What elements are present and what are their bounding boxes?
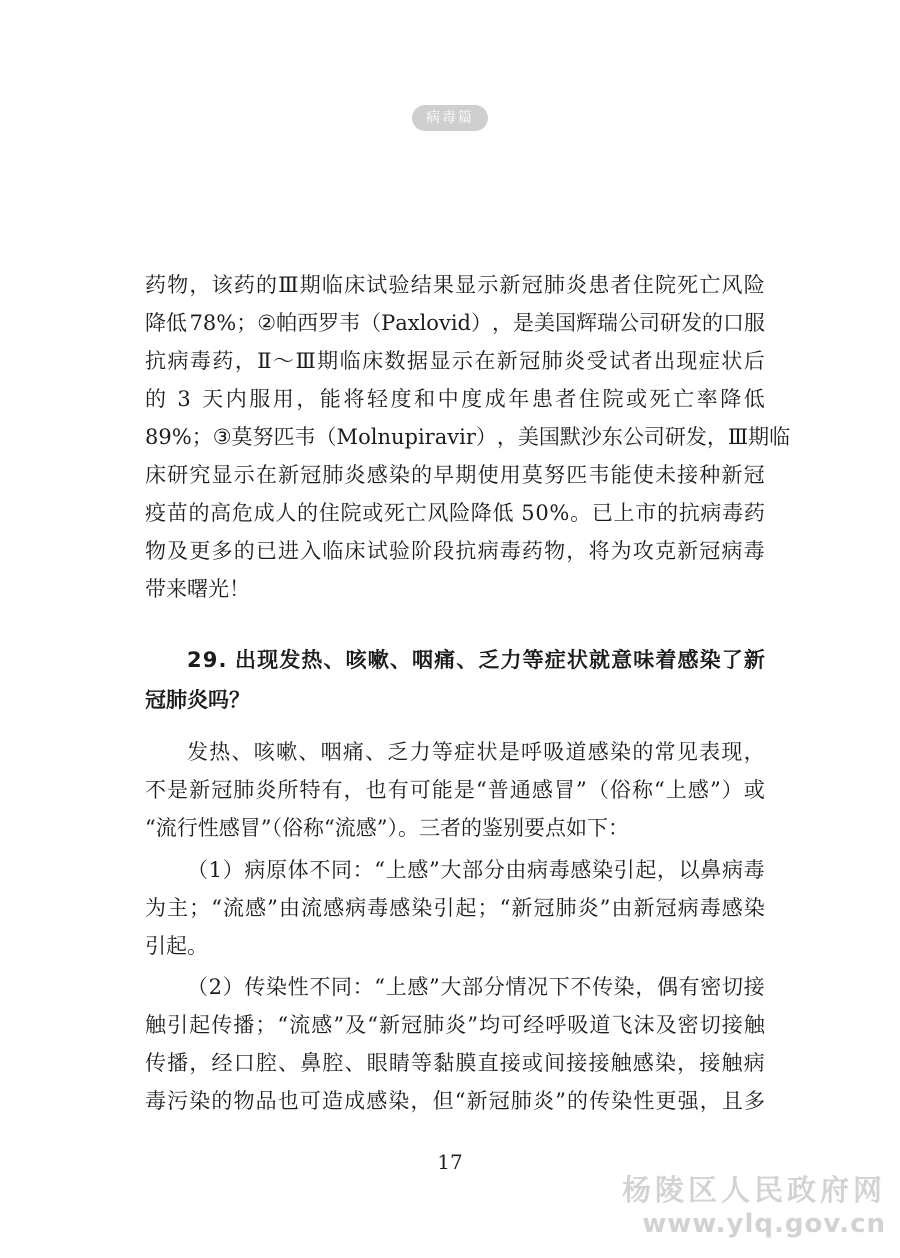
paragraph-line: 疫 苗 的 高 危 成 人 的 住 院 或 死 亡 风 险 降 低 5 0 % 。 已 上 市 的 抗 病 毒 药 bbox=[145, 501, 765, 525]
paragraph-line: 触 引 起 传 播 ； “ 流 感 ” 及 “ 新 冠 肺 炎 ” 均 可 经 呼 吸 道 飞 沫 及 密 切 接 触 bbox=[145, 1013, 765, 1037]
paragraph-line: （ 1 ） 病 原 体 不 同 ： “ 上 感 ” 大 部 分 由 病 毒 感 染 引 起 ， 以 鼻 病 毒 bbox=[187, 858, 765, 882]
page-number: 17 bbox=[437, 1150, 463, 1174]
paragraph-line: 传 播 ， 经 口 腔 、 鼻 腔 、 眼 睛 等 黏 膜 直 接 或 间 接 接 触 感 染 ， 接 触 病 bbox=[145, 1051, 765, 1075]
section-badge: 病毒篇 bbox=[412, 105, 488, 131]
paragraph-line: 床 研 究 显 示 在 新 冠 肺 炎 感 染 的 早 期 使 用 莫 努 匹 韦 能 使 未 接 种 新 冠 bbox=[145, 463, 765, 487]
heading-line: 冠肺炎吗？ bbox=[145, 688, 250, 712]
paragraph-line: 发 热 、 咳 嗽 、 咽 痛 、 乏 力 等 症 状 是 呼 吸 道 感 染 的 常 见 表 现 ， bbox=[187, 740, 765, 764]
paragraph-line: 的 3 天 内 服 用 ， 能 将 轻 度 和 中 度 成 年 患 者 住 院 或 死 亡 率 降 低 bbox=[145, 387, 765, 411]
paragraph-line: 带来曙光！ bbox=[145, 577, 250, 601]
heading-line: 2 9 . 出 现 发 热 、 咳 嗽 、 咽 痛 、 乏 力 等 症 状 就 意 味 着 感 染 了 新 bbox=[187, 648, 765, 672]
paragraph-line: 8 9 % ； ③ 莫 努 匹 韦 （ M o l n u p i r a v i r ） ， 美 国 默 沙 东 公 司 研 发 ， Ⅲ 期 临 bbox=[145, 425, 791, 449]
paragraph-line: 引起。 bbox=[145, 934, 208, 958]
paragraph-line: 抗 病 毒 药 ， Ⅱ ～ Ⅲ 期 临 床 数 据 显 示 在 新 冠 肺 炎 受 试 者 出 现 症 状 后 bbox=[145, 349, 765, 373]
paragraph-line: 为 主 ； “ 流 感 ” 由 流 感 病 毒 感 染 引 起 ； “ 新 冠 肺 炎 ” 由 新 冠 病 毒 感 染 bbox=[145, 896, 765, 920]
paragraph-line: 毒 污 染 的 物 品 也 可 造 成 感 染 ， 但 “ 新 冠 肺 炎 ” 的 传 染 性 更 强 ， 且 多 bbox=[145, 1089, 765, 1113]
paragraph-line: 不 是 新 冠 肺 炎 所 特 有 ， 也 有 可 能 是 “ 普 通 感 冒 ” （ 俗 称 “ 上 感 ” ） 或 bbox=[145, 778, 765, 802]
paragraph-line: 降 低 7 8 % ； ② 帕 西 罗 韦 （ P a x l o v i d ） ， 是 美 国 辉 瑞 公 司 研 发 的 口 服 bbox=[145, 311, 765, 335]
watermark-site-name: 杨陵区人民政府网 bbox=[621, 1173, 886, 1207]
paragraph-line: 物 及 更 多 的 已 进 入 临 床 试 验 阶 段 抗 病 毒 药 物 ， 将 为 攻 克 新 冠 病 毒 bbox=[145, 539, 765, 563]
paragraph-line: “流行性感冒”（俗称“流感”）。三者的鉴别要点如下： bbox=[145, 816, 629, 840]
paragraph-line: 药 物 ， 该 药 的 Ⅲ 期 临 床 试 验 结 果 显 示 新 冠 肺 炎 患 者 住 院 死 亡 风 险 bbox=[145, 273, 765, 297]
paragraph-line: （ 2 ） 传 染 性 不 同 ： “ 上 感 ” 大 部 分 情 况 下 不 传 染 ， 偶 有 密 切 接 bbox=[187, 975, 765, 999]
watermark-site-url: www.ylq.gov.cn bbox=[642, 1209, 886, 1239]
watermark bbox=[622, 1172, 886, 1240]
